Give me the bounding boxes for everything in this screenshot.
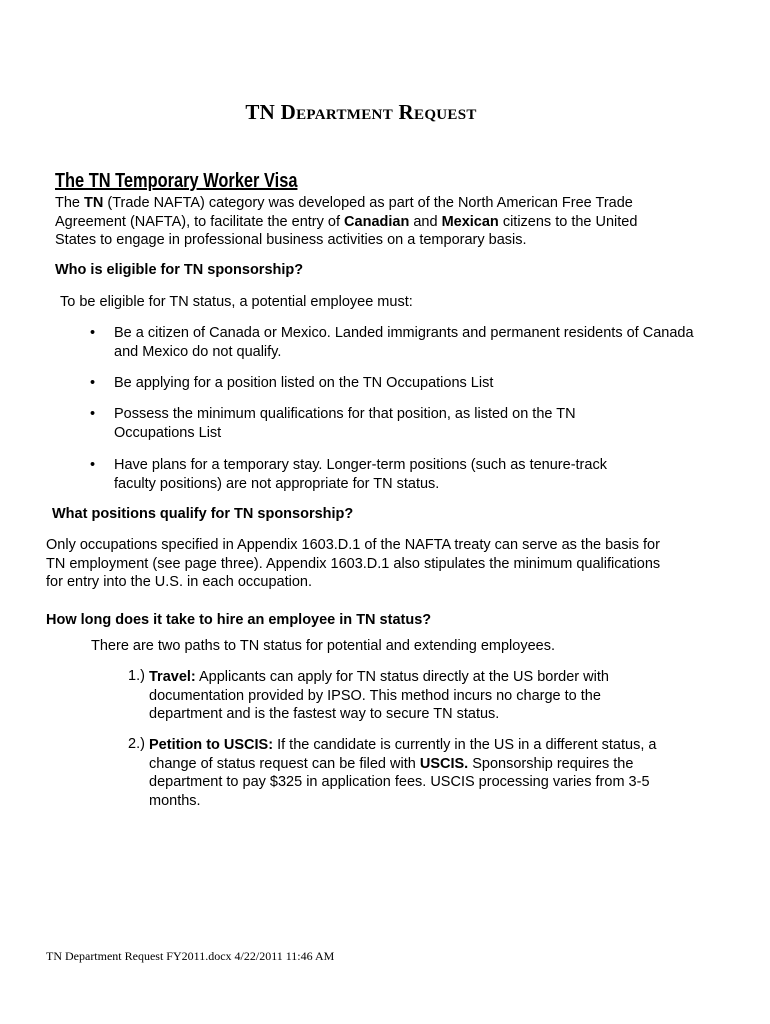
intro-tn-bold: TN [84, 195, 104, 211]
timing-heading: How long does it take to hire an employee in TN status? [46, 612, 432, 628]
positions-heading: What positions qualify for TN sponsorship? [52, 506, 354, 522]
document-title: TN Department Request [245, 100, 477, 124]
document-footer: TN Department Request FY2011.docx 4/22/2011 11:46 AM [46, 949, 335, 963]
path-uscis-bold: USCIS. [419, 755, 469, 772]
eligibility-lead: To be eligible for TN status, a potential employee must: [60, 294, 413, 310]
eligibility-item: Possess the minimum qualifications for that position, as listed on the TN Occupations List [114, 406, 576, 441]
path-number: 2.) [128, 736, 145, 752]
intro-text-4: citizens to the United States to engage in professional business activities on a temporary basis. [55, 213, 638, 248]
section-heading-tn-visa: The TN Temporary Worker Visa [55, 170, 298, 192]
bullet-icon: • [90, 325, 96, 341]
positions-paragraph: Only occupations specified in Appendix 1603.D.1 of the NAFTA treaty can serve as the basis for TN employment (see page three). Appendix 1603.D.1 also stipulates the minimum qualifications for entry into the U.S. in each occupation. [46, 537, 661, 590]
timing-lead: There are two paths to TN status for potential and extending employees. [91, 638, 555, 654]
path-text: If the candidate is currently in the US in a different status, a change of status request can be filed with [149, 737, 657, 772]
eligibility-item: Be applying for a position listed on the TN Occupations List [114, 375, 494, 391]
path-text: Applicants can apply for TN status directly at the US border with documentation provided by IPSO. This method incurs no charge to the department and is the fastest way to secure TN status. [149, 669, 609, 722]
bullet-icon: • [90, 406, 96, 422]
path-travel [149, 668, 649, 724]
intro-mexican-bold: Mexican [441, 213, 499, 230]
eligibility-item: Be a citizen of Canada or Mexico. Landed immigrants and permanent residents of Canada and Mexico do not qualify. [114, 325, 694, 360]
intro-paragraph [55, 194, 675, 250]
path-text: Sponsorship requires the department to pay $325 in application fees. USCIS processing varies from 3-5 months. [149, 755, 650, 809]
intro-canadian-bold: Canadian [344, 213, 410, 230]
intro-text-1: The [55, 195, 85, 211]
path-label: Travel: [149, 669, 196, 685]
eligibility-heading: Who is eligible for TN sponsorship? [55, 262, 304, 278]
intro-text-3: and [409, 213, 442, 230]
bullet-icon: • [90, 457, 96, 473]
intro-text-2: (Trade NAFTA) category was developed as part of the North American Free Trade Agreement (NAFTA), to facilitate the entry of [55, 195, 633, 230]
path-label: Petition to USCIS: [149, 737, 274, 753]
eligibility-item: Have plans for a temporary stay. Longer-term positions (such as tenure-track faculty positions) are not appropriate for TN status. [114, 457, 607, 492]
path-petition [149, 736, 679, 810]
path-number: 1.) [128, 668, 145, 684]
bullet-icon: • [90, 375, 96, 391]
